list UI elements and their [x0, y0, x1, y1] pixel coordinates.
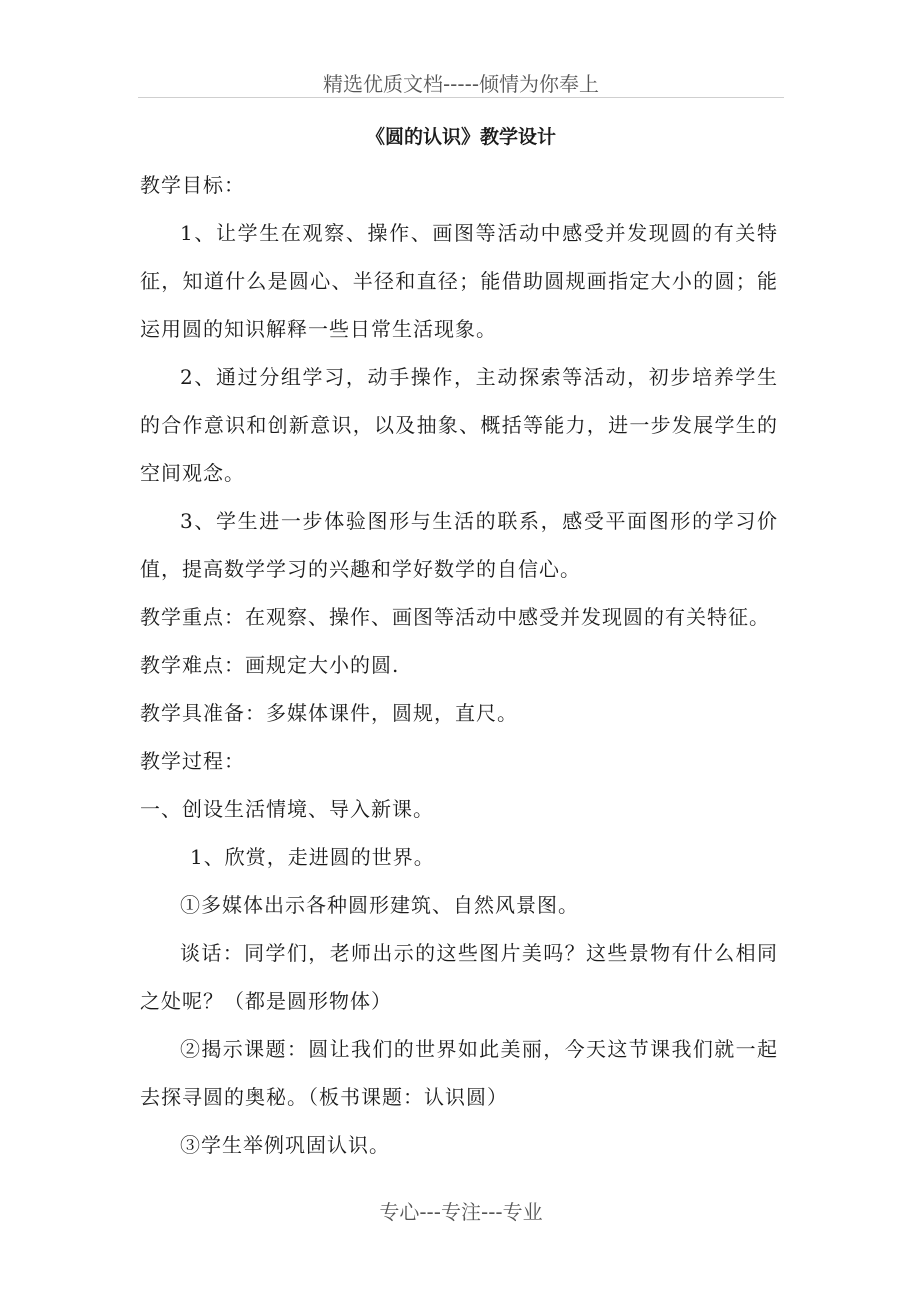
section-1-heading: 一、创设生活情境、导入新课。 — [140, 797, 434, 821]
step-1a: ①多媒体出示各种圆形建筑、自然风景图。 — [180, 893, 579, 917]
step-1b-line-1: ②揭示课题：圆让我们的世界如此美丽，今天这节课我们就一起 — [180, 1037, 778, 1061]
goal-3-line-1: 3、学生进一步体验图形与生活的联系，感受平面图形的学习价 — [180, 509, 778, 533]
goal-1-line-1: 1、让学生在观察、操作、画图等活动中感受并发现圆的有关特 — [180, 221, 778, 245]
page-header: 精选优质文档-----倾情为你奉上 — [322, 72, 600, 96]
step-1b-line-2: 去探寻圆的奥秘。（板书课题：认识圆） — [140, 1085, 508, 1109]
document-title: 《圆的认识》教学设计 — [365, 126, 556, 148]
materials: 教学具准备：多媒体课件，圆规，直尺。 — [140, 701, 518, 725]
step-1c: ③学生举例巩固认识。 — [180, 1133, 390, 1157]
process-label: 教学过程： — [140, 749, 245, 773]
goal-2-line-3: 空间观念。 — [140, 461, 245, 485]
talk-line-2: 之处呢？（都是圆形物体） — [140, 989, 392, 1013]
key-point: 教学重点：在观察、操作、画图等活动中感受并发现圆的有关特征。 — [140, 605, 770, 629]
page-footer: 专心---专注---专业 — [379, 1200, 543, 1224]
step-1: 1、欣赏，走进圆的世界。 — [190, 845, 435, 869]
difficulty: 教学难点：画规定大小的圆. — [140, 653, 400, 677]
goals-label: 教学目标： — [140, 173, 245, 197]
header-divider — [138, 97, 784, 98]
goal-1-line-2: 征，知道什么是圆心、半径和直径；能借助圆规画指定大小的圆；能 — [140, 269, 778, 293]
goal-3-line-2: 值，提高数学学习的兴趣和学好数学的自信心。 — [140, 557, 581, 581]
goal-2-line-2: 的合作意识和创新意识，以及抽象、概括等能力，进一步发展学生的 — [140, 413, 778, 437]
goal-2-line-1: 2、通过分组学习，动手操作，主动探索等活动，初步培养学生 — [180, 365, 778, 389]
talk-line-1: 谈话：同学们，老师出示的这些图片美吗？这些景物有什么相同 — [180, 941, 778, 965]
goal-1-line-3: 运用圆的知识解释一些日常生活现象。 — [140, 317, 497, 341]
